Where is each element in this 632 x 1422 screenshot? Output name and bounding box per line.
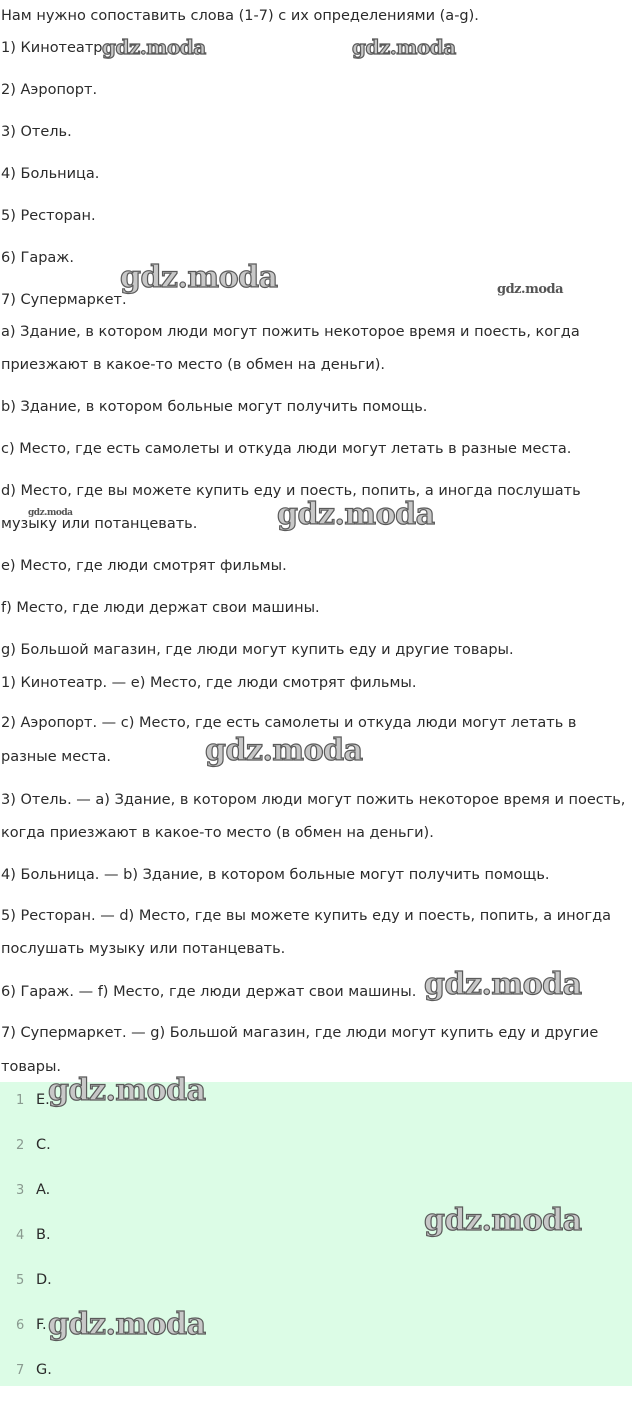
word-item: 5) Ресторан. — [1, 208, 96, 224]
answer-number: 7 — [16, 1363, 25, 1378]
answer-number: 1 — [16, 1093, 25, 1108]
watermark: gdz.moda — [205, 733, 363, 768]
word-item: 4) Больница. — [1, 166, 100, 182]
definition-line: f) Место, где люди держат свои машины. — [1, 600, 320, 616]
answer-item — [16, 1180, 50, 1201]
match-line: 7) Супермаркет. — g) Большой магазин, где люди могут купить еду и другие — [1, 1025, 599, 1041]
match-line: послушать музыку или потанцевать. — [1, 941, 286, 957]
match-line: когда приезжают в какое-то место (в обмен на деньги). — [1, 825, 434, 841]
definition-line: музыку или потанцевать. — [1, 516, 198, 532]
answer-letter: G. — [36, 1362, 52, 1378]
answer-item — [16, 1270, 52, 1291]
watermark: gdz.moda — [28, 508, 73, 518]
answer-number: 2 — [16, 1138, 25, 1153]
answer-number: 4 — [16, 1228, 25, 1243]
watermark: gdz.moda — [424, 967, 582, 1002]
definition-line: c) Место, где есть самолеты и откуда люди могут летать в разные места. — [1, 441, 572, 457]
watermark: gdz.moda — [102, 35, 206, 59]
answer-number: 5 — [16, 1273, 25, 1288]
answer-item — [16, 1135, 51, 1156]
match-line: 2) Аэропорт. — c) Место, где есть самолеты и откуда люди могут летать в — [1, 715, 577, 731]
definition-line: g) Большой магазин, где люди могут купить еду и другие товары. — [1, 642, 514, 658]
answer-letter: C. — [36, 1137, 51, 1153]
word-item: 2) Аэропорт. — [1, 82, 98, 98]
match-line: 3) Отель. — a) Здание, в котором люди могут пожить некоторое время и поесть, — [1, 792, 626, 808]
word-item: 7) Супермаркет. — [1, 292, 127, 308]
answer-item — [16, 1090, 50, 1111]
word-item: 1) Кинотеатр. — [1, 40, 108, 56]
watermark: gdz.moda — [120, 260, 278, 295]
match-line: 6) Гараж. — f) Место, где люди держат свои машины. — [1, 984, 417, 1000]
match-line: разные места. — [1, 749, 112, 765]
match-line: 4) Больница. — b) Здание, в котором больные могут получить помощь. — [1, 867, 550, 883]
answer-letter: E. — [36, 1092, 50, 1108]
watermark: gdz.moda — [424, 1203, 582, 1238]
answer-number: 6 — [16, 1318, 25, 1333]
watermark: gdz.moda — [48, 1307, 206, 1342]
definition-line: e) Место, где люди смотрят фильмы. — [1, 558, 287, 574]
watermark: gdz.moda — [352, 35, 456, 59]
answer-item — [16, 1315, 47, 1336]
watermark: gdz.moda — [48, 1073, 206, 1108]
definition-line: b) Здание, в котором больные могут получить помощь. — [1, 399, 428, 415]
watermark: gdz.moda — [277, 497, 435, 532]
match-line: товары. — [1, 1059, 62, 1075]
intro-text: Нам нужно сопоставить слова (1-7) с их определениями (a-g). — [1, 8, 479, 24]
answer-item — [16, 1225, 51, 1246]
definition-line: приезжают в какое-то место (в обмен на деньги). — [1, 357, 386, 373]
word-item: 3) Отель. — [1, 124, 72, 140]
match-line: 5) Ресторан. — d) Место, где вы можете купить еду и поесть, попить, а иногда — [1, 908, 612, 924]
word-item: 6) Гараж. — [1, 250, 74, 266]
answer-item — [16, 1360, 52, 1381]
match-line: 1) Кинотеатр. — e) Место, где люди смотрят фильмы. — [1, 675, 417, 691]
definition-line: d) Место, где вы можете купить еду и поесть, попить, а иногда послушать — [1, 483, 581, 499]
answer-letter: F. — [36, 1317, 47, 1333]
answer-number: 3 — [16, 1183, 25, 1198]
answer-letter: B. — [36, 1227, 51, 1243]
watermark: gdz.moda — [497, 282, 564, 297]
answer-letter: D. — [36, 1272, 52, 1288]
definition-line: a) Здание, в котором люди могут пожить некоторое время и поесть, когда — [1, 324, 580, 340]
answer-letter: A. — [36, 1182, 51, 1198]
